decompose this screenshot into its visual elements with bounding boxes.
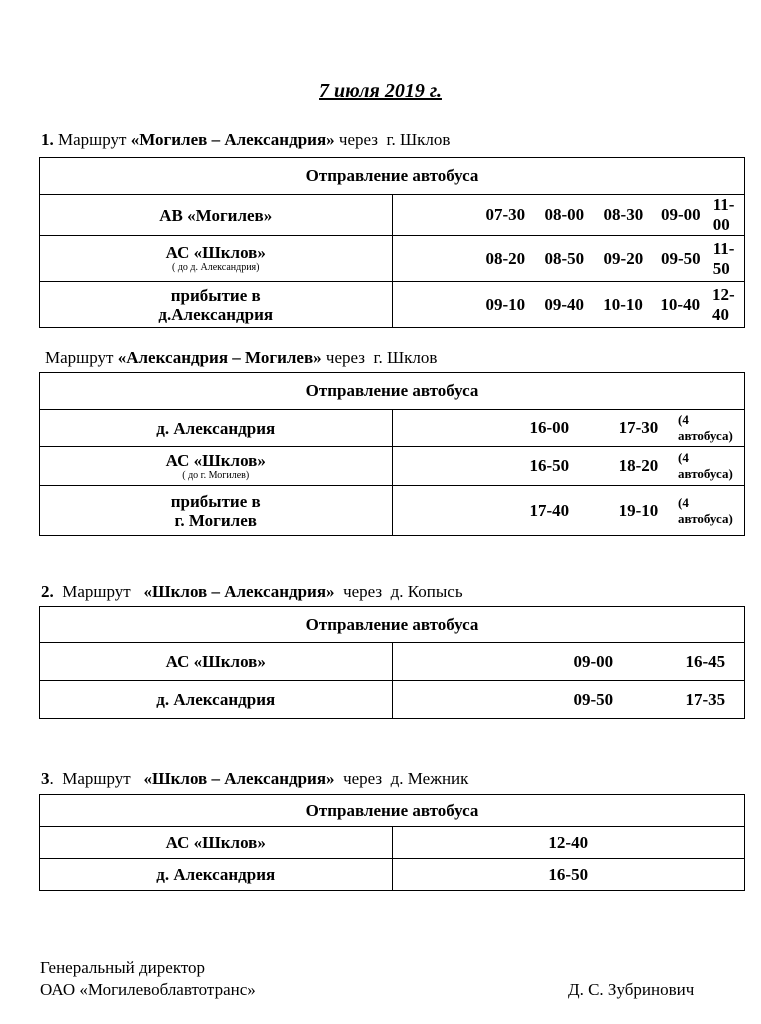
time-cell: 09-50 [660, 248, 701, 268]
table-row [40, 447, 745, 486]
document-date: 7 июля 2019 г. [319, 80, 442, 102]
stop-label: АС «Шклов» [40, 827, 393, 859]
table-row [40, 681, 745, 719]
route1-return-heading: Маршрут «Александрия – Могилев» через г. Шклов [45, 348, 438, 367]
time-cell: 11-00 [712, 195, 735, 234]
table-header: Отправление автобуса [40, 795, 745, 827]
time-cell: 09-00 [660, 205, 701, 224]
trip-count-note: (4 автобуса) [678, 412, 733, 443]
time-cell: 12-40 [712, 284, 735, 324]
time-cell: 09-40 [544, 294, 585, 314]
time-cell: 09-00 [573, 651, 614, 671]
time-cell: 10-10 [603, 294, 643, 314]
time-cell: 19-10 [618, 500, 659, 520]
stop-label: прибытие в д.Александрия [40, 282, 393, 328]
route3-heading: 3. Маршрут «Шклов – Александрия» через д. Межник [41, 769, 469, 788]
time-cell: 10-40 [660, 294, 701, 314]
table-header: Отправление автобуса [40, 607, 745, 643]
route2-heading: 2. Маршрут «Шклов – Александрия» через д. Копысь [41, 582, 463, 601]
table-row [40, 643, 745, 681]
stop-label: АВ «Могилев» [40, 195, 393, 236]
route2-table [39, 606, 745, 719]
time-cell: 12-40 [392, 827, 745, 859]
time-cell: 16-00 [529, 418, 570, 437]
time-cell: 17-30 [618, 418, 659, 437]
stop-label: прибытие в г. Могилев [40, 486, 393, 536]
table-header: Отправление автобуса [40, 373, 745, 410]
table-row [40, 859, 745, 891]
time-cell: 09-50 [573, 689, 614, 709]
time-cell: 16-50 [392, 859, 745, 891]
stop-label: д. Александрия [40, 859, 393, 891]
route1-forward-table [39, 157, 745, 328]
time-cell: 11-50 [712, 238, 735, 278]
stop-label: АС «Шклов» [40, 643, 393, 681]
time-cell: 08-50 [544, 248, 585, 268]
time-cell: 08-00 [544, 205, 585, 224]
signatory-name: Д. С. Зубринович [568, 980, 695, 999]
table-row [40, 486, 745, 536]
company-name: ОАО «Могилевоблавтотранс» [40, 980, 256, 999]
route3-table [39, 794, 745, 891]
time-cell: 07-30 [485, 205, 526, 224]
time-cell: 17-40 [529, 500, 570, 520]
route1-return-table [39, 372, 745, 536]
time-cell: 18-20 [618, 456, 659, 475]
table-row [40, 236, 745, 282]
table-row [40, 195, 745, 236]
time-cell: 16-50 [529, 456, 570, 475]
signature-block [40, 957, 256, 1001]
table-row [40, 410, 745, 447]
time-cell: 17-35 [685, 689, 726, 709]
time-cell: 08-20 [485, 248, 526, 268]
trip-count-note: (4 автобуса) [678, 450, 733, 481]
stop-label: АС «Шклов» ( до г. Могилев) [40, 447, 393, 486]
time-cell: 08-30 [603, 205, 644, 224]
stop-label: д. Александрия [40, 410, 393, 447]
table-header: Отправление автобуса [40, 158, 745, 195]
stop-label: АС «Шклов» ( до д. Александрия) [40, 236, 393, 282]
trip-count-note: (4 автобуса) [678, 494, 733, 526]
stop-label: д. Александрия [40, 681, 393, 719]
time-cell: 16-45 [685, 651, 726, 671]
time-cell: 09-10 [485, 294, 526, 314]
route1-heading: 1. Маршрут «Могилев – Александрия» через г. Шклов [41, 130, 451, 149]
table-row [40, 827, 745, 859]
table-row [40, 282, 745, 328]
time-cell: 09-20 [603, 248, 644, 268]
signatory-position: Генеральный директор [40, 958, 206, 977]
